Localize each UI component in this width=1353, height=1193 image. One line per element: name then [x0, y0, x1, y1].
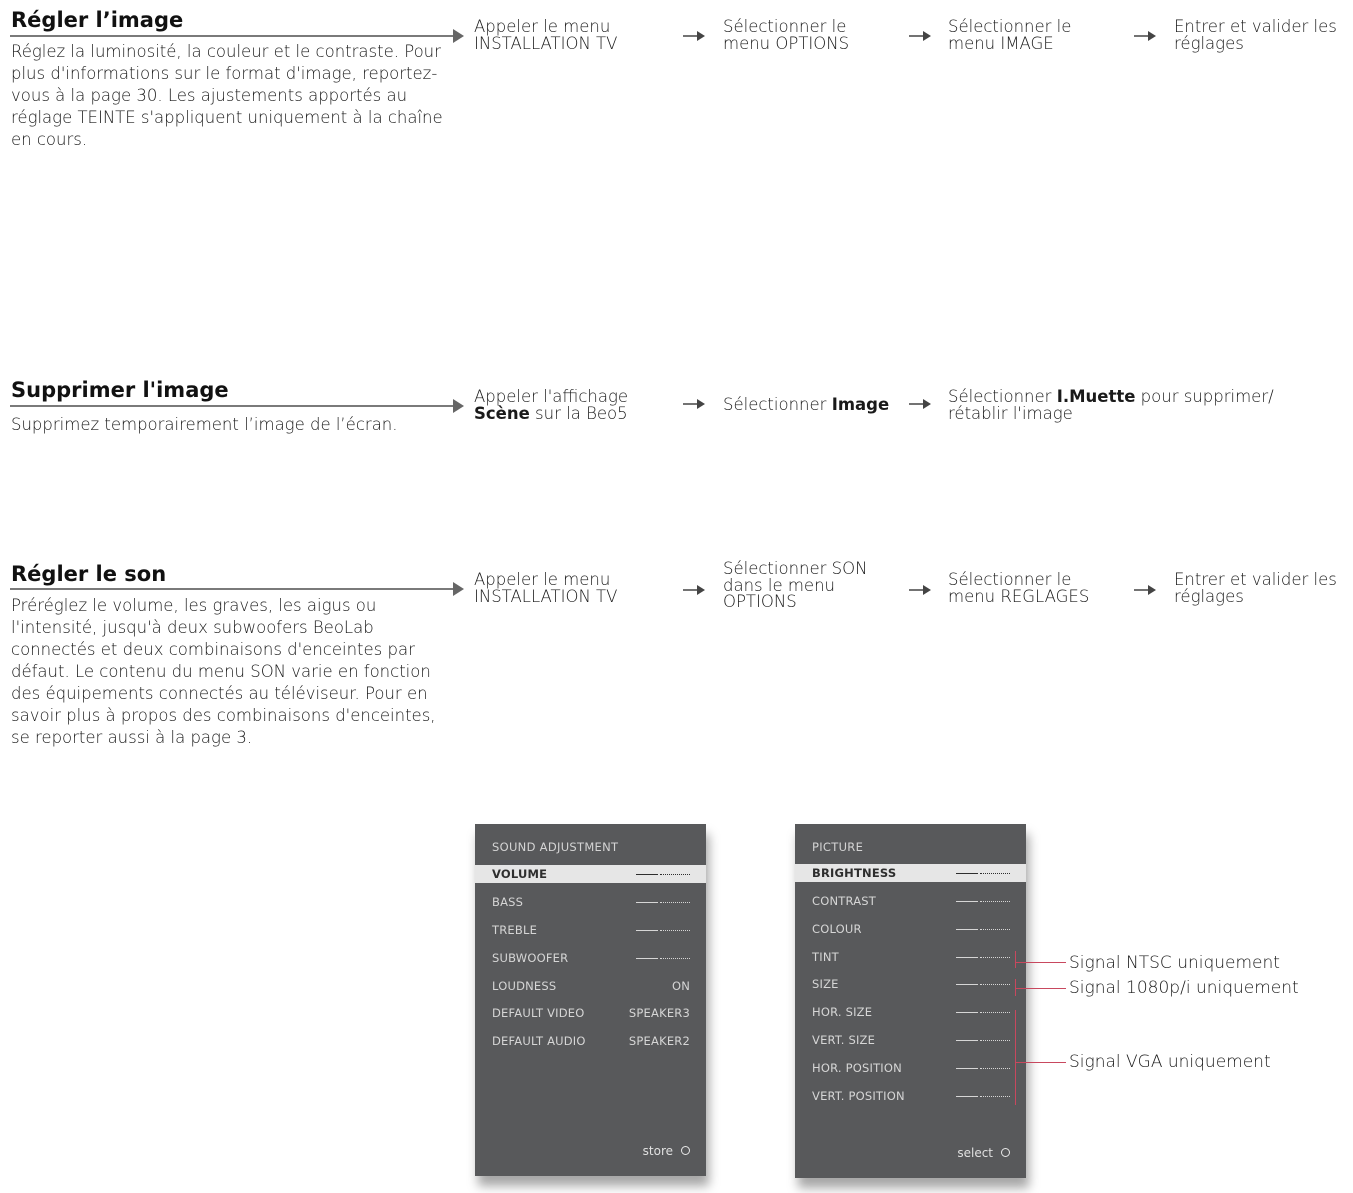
section-heading-supprimer-image: Supprimer l'image	[11, 378, 229, 402]
menu-row-label: COLOUR	[812, 922, 862, 936]
menu-row-vert-position[interactable]	[795, 1087, 1026, 1105]
step-1: Appeler le menu INSTALLATION TV	[474, 17, 618, 53]
menu-row-label: DEFAULT AUDIO	[492, 1034, 586, 1048]
heading-rule	[10, 588, 458, 590]
menu-row-label: BASS	[492, 895, 524, 909]
menu-row-treble[interactable]	[475, 921, 706, 939]
arrow-right-icon	[909, 582, 933, 598]
level-slider	[956, 1008, 1010, 1016]
step-3	[948, 389, 1338, 422]
menu-row-label: HOR. SIZE	[812, 1005, 873, 1019]
picture-menu	[795, 824, 1026, 1178]
menu-row-size[interactable]	[795, 975, 1026, 993]
level-slider	[956, 1092, 1010, 1100]
menu-row-loudness[interactable]	[475, 977, 706, 995]
menu-title: PICTURE	[812, 840, 864, 854]
menu-row-label: TINT	[812, 950, 839, 964]
section-description: Préréglez le volume, les graves, les aigus ou l'intensité, jusqu'à deux subwoofers BeoLab connectés et deux combinaisons d'enceintes par défaut. Le contenu du menu SON varie en fonction des équipements connectés au téléviseur. Pour en savoir plus à propos des combinaisons d'enceintes, se reporter aussi à la page 3.	[11, 596, 436, 747]
step-text: Appeler l'affichage	[474, 387, 629, 406]
arrow-right-icon	[909, 28, 933, 44]
arrow-right-icon	[909, 396, 933, 412]
menu-row-bass[interactable]	[475, 893, 706, 911]
section-heading-regler-son: Régler le son	[11, 562, 167, 586]
level-slider	[956, 1064, 1010, 1072]
menu-row-colour[interactable]	[795, 920, 1026, 938]
annotation-vga: Signal VGA uniquement	[1069, 1052, 1271, 1072]
menu-title: SOUND ADJUSTMENT	[492, 840, 619, 854]
menu-row-volume[interactable]	[475, 865, 706, 883]
section-description: Supprimez temporairement l’image de l’écran.	[11, 415, 398, 434]
menu-row-subwoofer[interactable]	[475, 949, 706, 967]
menu-row-vert-size[interactable]	[795, 1031, 1026, 1049]
menu-row-label: TREBLE	[492, 923, 538, 937]
menu-row-default-video[interactable]	[475, 1004, 706, 1022]
arrow-right-icon	[683, 582, 707, 598]
step-text: Sélectionner	[948, 387, 1057, 406]
menu-row-hor-size[interactable]	[795, 1003, 1026, 1021]
sound-adjustment-menu	[475, 824, 706, 1176]
menu-row-label: SIZE	[812, 977, 839, 991]
menu-row-label: BRIGHTNESS	[812, 866, 897, 880]
level-slider	[956, 1036, 1010, 1044]
level-slider	[956, 953, 1010, 961]
level-slider	[956, 897, 1010, 905]
step-1: Appeler le menu INSTALLATION TV	[474, 570, 618, 606]
menu-row-value: SPEAKER2	[628, 1034, 690, 1048]
rule-arrowhead	[453, 399, 464, 413]
level-slider	[956, 869, 1010, 877]
menu-row-label: DEFAULT VIDEO	[492, 1006, 585, 1020]
heading-rule	[10, 35, 458, 37]
circle-button-icon	[1001, 1148, 1010, 1157]
step-3: Sélectionner le menu IMAGE	[948, 17, 1072, 53]
step-text: sur la Beo5	[529, 403, 628, 423]
step-2: Sélectionner le menu OPTIONS	[723, 17, 850, 53]
circle-button-icon	[681, 1146, 690, 1155]
menu-row-label: LOUDNESS	[492, 979, 557, 993]
menu-footer-select[interactable]	[957, 1146, 1010, 1160]
menu-row-default-audio[interactable]	[475, 1032, 706, 1050]
step-keyword: Image	[831, 395, 890, 414]
section-heading-regler-image: Régler l’image	[11, 8, 184, 32]
arrow-right-icon	[683, 28, 707, 44]
menu-row-label: CONTRAST	[812, 894, 877, 908]
step-keyword: I.Muette	[1056, 387, 1136, 406]
level-slider	[636, 926, 690, 934]
step-4: Entrer et valider les réglages	[1174, 570, 1337, 606]
step-text: Sélectionner	[723, 395, 832, 414]
menu-row-tint[interactable]	[795, 948, 1026, 966]
menu-row-value: SPEAKER3	[628, 1006, 690, 1020]
heading-rule	[10, 405, 458, 407]
arrow-right-icon	[1134, 582, 1158, 598]
menu-row-label: VERT. POSITION	[812, 1089, 905, 1103]
level-slider	[956, 925, 1010, 933]
section-description: Réglez la luminosité, la couleur et le contraste. Pour plus d'informations sur le format d'image, reportez-vous à la page 30. Les ajustements apportés au réglage TEINTE s'appliquent uniquement à la chaîne en cours.	[11, 42, 443, 149]
level-slider	[636, 954, 690, 962]
step-1	[474, 389, 674, 422]
step-3: Sélectionner le menu REGLAGES	[948, 570, 1090, 606]
annotation-bracket	[1015, 951, 1016, 968]
menu-row-hor-position[interactable]	[795, 1059, 1026, 1077]
step-2: Sélectionner SON dans le menu OPTIONS	[723, 559, 868, 611]
step-text: pour supprimer/ rétablir l'image	[948, 387, 1274, 423]
menu-row-brightness[interactable]	[795, 864, 1026, 882]
menu-row-label: SUBWOOFER	[492, 951, 569, 965]
annotation-leader-line	[1015, 1062, 1066, 1063]
step-keyword: Scène	[474, 403, 530, 423]
rule-arrowhead	[453, 582, 464, 596]
level-slider	[636, 898, 690, 906]
annotation-leader-line	[1015, 988, 1066, 989]
menu-row-label: HOR. POSITION	[812, 1061, 902, 1075]
menu-row-label: VOLUME	[492, 867, 548, 881]
step-4: Entrer et valider les réglages	[1174, 17, 1337, 53]
annotation-1080: Signal 1080p/i uniquement	[1069, 978, 1299, 998]
footer-label: store	[642, 1144, 673, 1158]
menu-footer-store[interactable]	[643, 1144, 690, 1158]
menu-row-label: VERT. SIZE	[812, 1033, 876, 1047]
menu-row-value: ON	[671, 979, 690, 993]
arrow-right-icon	[1134, 28, 1158, 44]
annotation-leader-line	[1015, 962, 1066, 963]
footer-label: select	[957, 1146, 993, 1160]
annotation-ntsc: Signal NTSC uniquement	[1069, 953, 1280, 973]
step-2	[723, 397, 913, 414]
rule-arrowhead	[453, 29, 464, 43]
arrow-right-icon	[683, 396, 707, 412]
level-slider	[636, 870, 690, 878]
annotation-bracket	[1015, 1010, 1016, 1105]
menu-row-contrast[interactable]	[795, 892, 1026, 910]
level-slider	[956, 980, 1010, 988]
